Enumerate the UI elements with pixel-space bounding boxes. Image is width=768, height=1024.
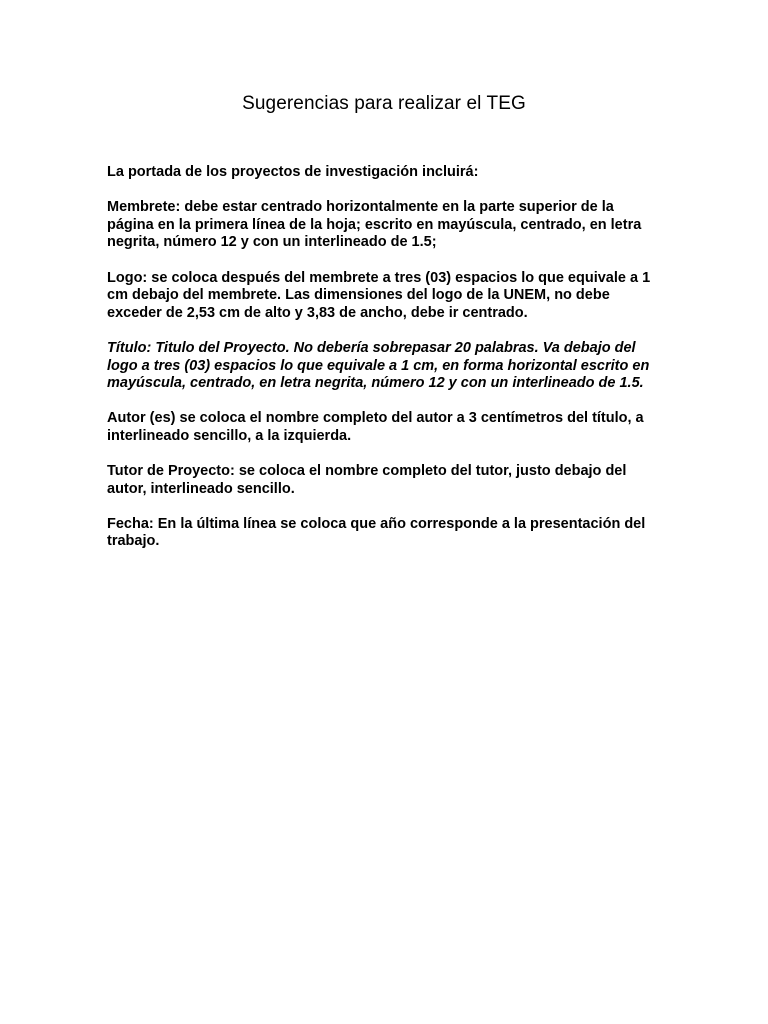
document-body — [107, 164, 663, 569]
page-title: Sugerencias para realizar el TEG — [242, 93, 526, 114]
autor-paragraph: Autor (es) se coloca el nombre completo del autor a 3 centímetros del título, a interlineado sencillo, a la izquierda. — [107, 410, 644, 444]
fecha-paragraph: Fecha: En la última línea se coloca que año corresponde a la presentación del trabajo. — [107, 515, 646, 550]
tutor-paragraph: Tutor de Proyecto: se coloca el nombre completo del tutor, justo debajo del autor, interlineado sencillo. — [107, 463, 627, 497]
intro-paragraph: La portada de los proyectos de investigación incluirá: — [107, 164, 479, 180]
titulo-paragraph: Título: Titulo del Proyecto. No debería sobrepasar 20 palabras. Va debajo del logo a tres (03) espacios lo que equivale a 1 cm, en forma horizontal escrito en mayúscula, centrado, en letra negrita, número 12 y con un interlineado de 1.5. — [107, 339, 650, 392]
logo-paragraph: Logo: se coloca después del membrete a tres (03) espacios lo que equivale a 1 cm debajo del membrete. Las dimensiones del logo de la UNEM, no debe exceder de 2,53 cm de alto y 3,83 de ancho, debe ir centrado. — [107, 269, 651, 321]
membrete-paragraph: Membrete: debe estar centrado horizontalmente en la parte superior de la página en la primera línea de la hoja; escrito en mayúscula, centrado, en letra negrita, número 12 y con un interlineado de 1.5; — [107, 199, 642, 251]
